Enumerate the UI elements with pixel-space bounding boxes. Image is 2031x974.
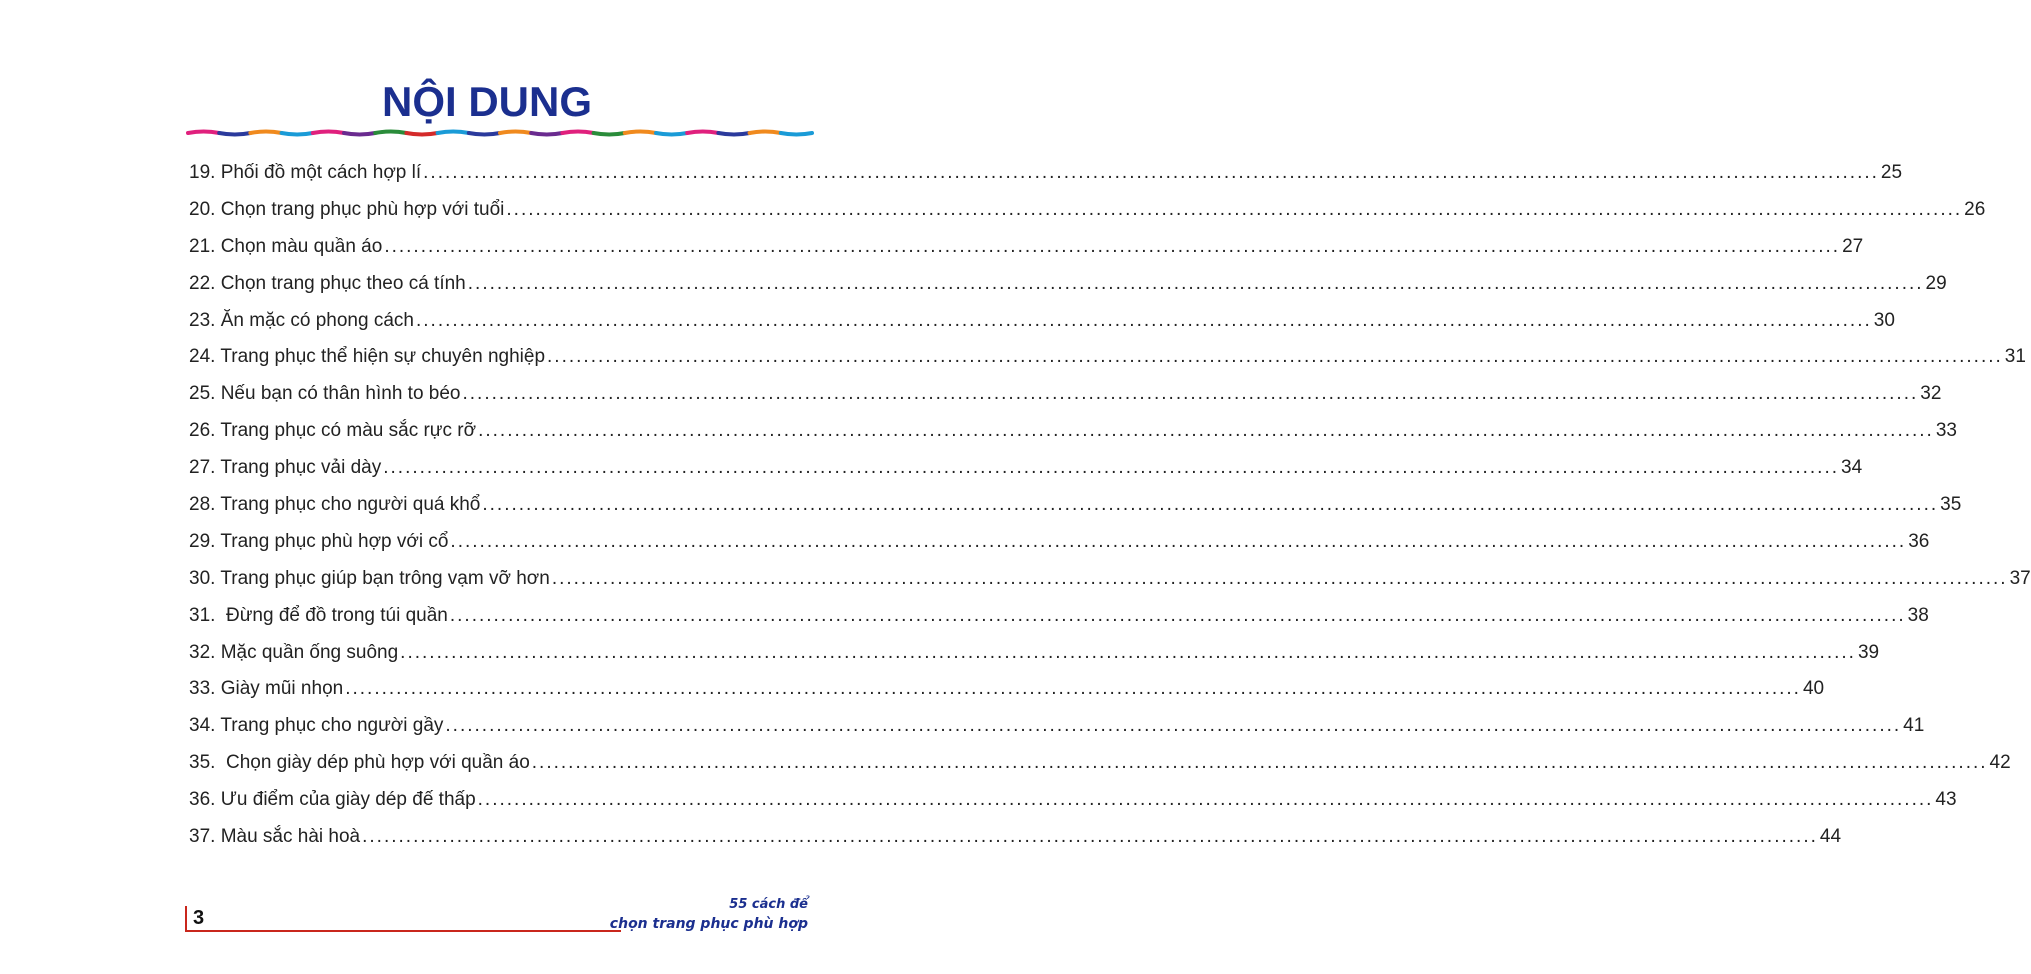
- page-title: NỘI DUNG: [382, 78, 592, 125]
- wave-segment: [219, 133, 250, 135]
- wave-segment: [375, 132, 406, 134]
- toc-entry-page: 33: [1935, 420, 1957, 442]
- toc-leader-dots: ........................................................................................................................................................................................................: [449, 604, 1906, 626]
- toc-entry-title: 36. Ưu điểm của giày dép đế thấp: [189, 789, 476, 811]
- toc-leader-dots: ........................................................................................................................................................................................................: [345, 678, 1801, 700]
- wave-segment: [188, 132, 219, 134]
- toc-entry-title: 19. Phối đồ một cách hợp lí: [189, 162, 422, 183]
- toc-entry: [189, 826, 1842, 863]
- toc-entry-title: 27. Trang phục vải dày: [189, 457, 382, 479]
- toc-entry-title: 29. Trang phục phù hợp với cổ: [189, 530, 449, 552]
- decorative-wave-divider: [188, 124, 812, 144]
- toc-leader-dots: ........................................................................................................................................................................................................: [423, 162, 1879, 183]
- toc-entry-title: 32. Mặc quần ống suông: [189, 641, 399, 663]
- page-number: 3: [185, 906, 204, 930]
- toc-entry-title: 22. Chọn trang phục theo cá tính: [189, 272, 466, 294]
- toc-entry: [189, 420, 1957, 457]
- toc-entry-page: 43: [1935, 789, 1957, 811]
- toc-entry-title: 33. Giày mũi nhọn: [189, 678, 344, 700]
- wave-segment: [562, 132, 593, 134]
- wave-segment: [781, 133, 812, 135]
- toc-entry-page: 41: [1903, 715, 1925, 737]
- toc-entry-title: 20. Chọn trang phục phù hợp với tuổi: [189, 198, 505, 220]
- wave-segment: [344, 133, 375, 135]
- toc-leader-dots: ........................................................................................................................................................................................................: [477, 789, 1934, 811]
- toc-leader-dots: ........................................................................................................................................................................................................: [467, 272, 1924, 294]
- toc-entry-page: 38: [1907, 604, 1929, 626]
- toc-entry-title: 31. Đừng để đồ trong túi quần: [189, 604, 448, 626]
- table-of-contents: [189, 162, 2031, 863]
- toc-entry: [189, 567, 2031, 605]
- toc-leader-dots: ........................................................................................................................................................................................................: [384, 235, 1841, 257]
- toc-leader-dots: ........................................................................................................................................................................................................: [482, 494, 1939, 516]
- toc-entry: [189, 530, 1930, 568]
- toc-entry-title: 28. Trang phục cho người quá khổ: [189, 494, 481, 516]
- toc-entry: [189, 198, 1986, 236]
- toc-entry-title: 30. Trang phục giúp bạn trông vạm vỡ hơn: [189, 567, 550, 589]
- toc-entry: [189, 272, 1947, 310]
- toc-entry: [189, 715, 1925, 752]
- toc-entry: [189, 383, 1942, 420]
- toc-entry: [189, 235, 1864, 273]
- toc-entry: [189, 789, 1957, 826]
- toc-entry-page: 37: [2009, 567, 2031, 589]
- toc-entry: [189, 346, 2026, 383]
- toc-entry-page: 34: [1841, 457, 1863, 479]
- toc-entry-title: 37. Màu sắc hài hoà: [189, 826, 361, 848]
- toc-entry-page: 26: [1964, 198, 1986, 220]
- toc-leader-dots: ........................................................................................................................................................................................................: [478, 420, 1934, 442]
- wave-segment: [625, 132, 656, 134]
- toc-entry-page: 29: [1925, 272, 1947, 294]
- wave-segment: [313, 132, 344, 134]
- toc-entry-title: 34. Trang phục cho người gầy: [189, 715, 444, 737]
- wave-segment: [687, 132, 718, 134]
- toc-entry: [189, 752, 2011, 789]
- toc-leader-dots: ........................................................................................................................................................................................................: [551, 567, 2008, 589]
- toc-entry-title: 21. Chọn màu quần áo: [189, 235, 383, 257]
- toc-leader-dots: ........................................................................................................................................................................................................: [362, 826, 1818, 848]
- toc-entry: [189, 641, 1880, 679]
- toc-entry-page: 30: [1873, 309, 1895, 331]
- wave-segment: [406, 133, 437, 135]
- brand-line-2: chọn trang phục phù hợp: [609, 916, 808, 932]
- wave-segment: [594, 133, 625, 135]
- toc-entry-page: 36: [1908, 530, 1930, 552]
- toc-entry: [189, 309, 1895, 347]
- toc-entry-title: 26. Trang phục có màu sắc rực rỡ: [189, 420, 477, 442]
- wave-segment: [438, 132, 469, 134]
- wave-segment: [469, 133, 500, 135]
- toc-entry-title: 24. Trang phục thể hiện sự chuyên nghiệp: [189, 346, 546, 368]
- toc-leader-dots: ........................................................................................................................................................................................................: [531, 752, 1988, 774]
- toc-leader-dots: ........................................................................................................................................................................................................: [450, 530, 1907, 552]
- toc-entry: [189, 494, 1962, 531]
- wave-segment: [531, 133, 562, 135]
- toc-entry-page: 39: [1857, 641, 1880, 663]
- footer-rule: [185, 930, 621, 932]
- toc-entry: [189, 604, 1929, 642]
- toc-entry: [189, 162, 1903, 199]
- toc-entry: [189, 457, 1863, 494]
- wave-segment: [250, 132, 281, 134]
- toc-entry-page: 25: [1880, 162, 1903, 183]
- toc-entry-page: 44: [1819, 826, 1842, 848]
- toc-entry-page: 32: [1920, 383, 1942, 405]
- toc-leader-dots: ........................................................................................................................................................................................................: [506, 198, 1963, 220]
- wave-segment: [282, 133, 313, 135]
- book-brand: [610, 896, 808, 934]
- toc-entry-title: 25. Nếu bạn có thân hình to béo: [189, 383, 461, 405]
- toc-leader-dots: ........................................................................................................................................................................................................: [462, 383, 1919, 405]
- toc-entry-page: 27: [1842, 235, 1864, 257]
- toc-entry-title: 35. Chọn giày dép phù hợp với quần áo: [189, 752, 530, 774]
- wave-segment: [718, 133, 749, 135]
- wave-segment: [750, 132, 781, 134]
- brand-line-1: 55 cách để: [729, 897, 808, 912]
- toc-leader-dots: ........................................................................................................................................................................................................: [415, 309, 1872, 331]
- wave-segment: [656, 133, 687, 135]
- toc-leader-dots: ........................................................................................................................................................................................................: [383, 457, 1840, 479]
- toc-leader-dots: ........................................................................................................................................................................................................: [547, 346, 2003, 368]
- toc-entry-page: 31: [2004, 346, 2026, 368]
- toc-entry-page: 42: [1989, 752, 2011, 774]
- toc-entry: [189, 678, 1825, 715]
- toc-entry-page: 40: [1802, 678, 1825, 700]
- toc-leader-dots: ........................................................................................................................................................................................................: [400, 641, 1856, 663]
- toc-entry-title: 23. Ăn mặc có phong cách: [189, 309, 414, 331]
- toc-leader-dots: ........................................................................................................................................................................................................: [445, 715, 1902, 737]
- toc-entry-page: 35: [1940, 494, 1962, 516]
- wave-segment: [500, 132, 531, 134]
